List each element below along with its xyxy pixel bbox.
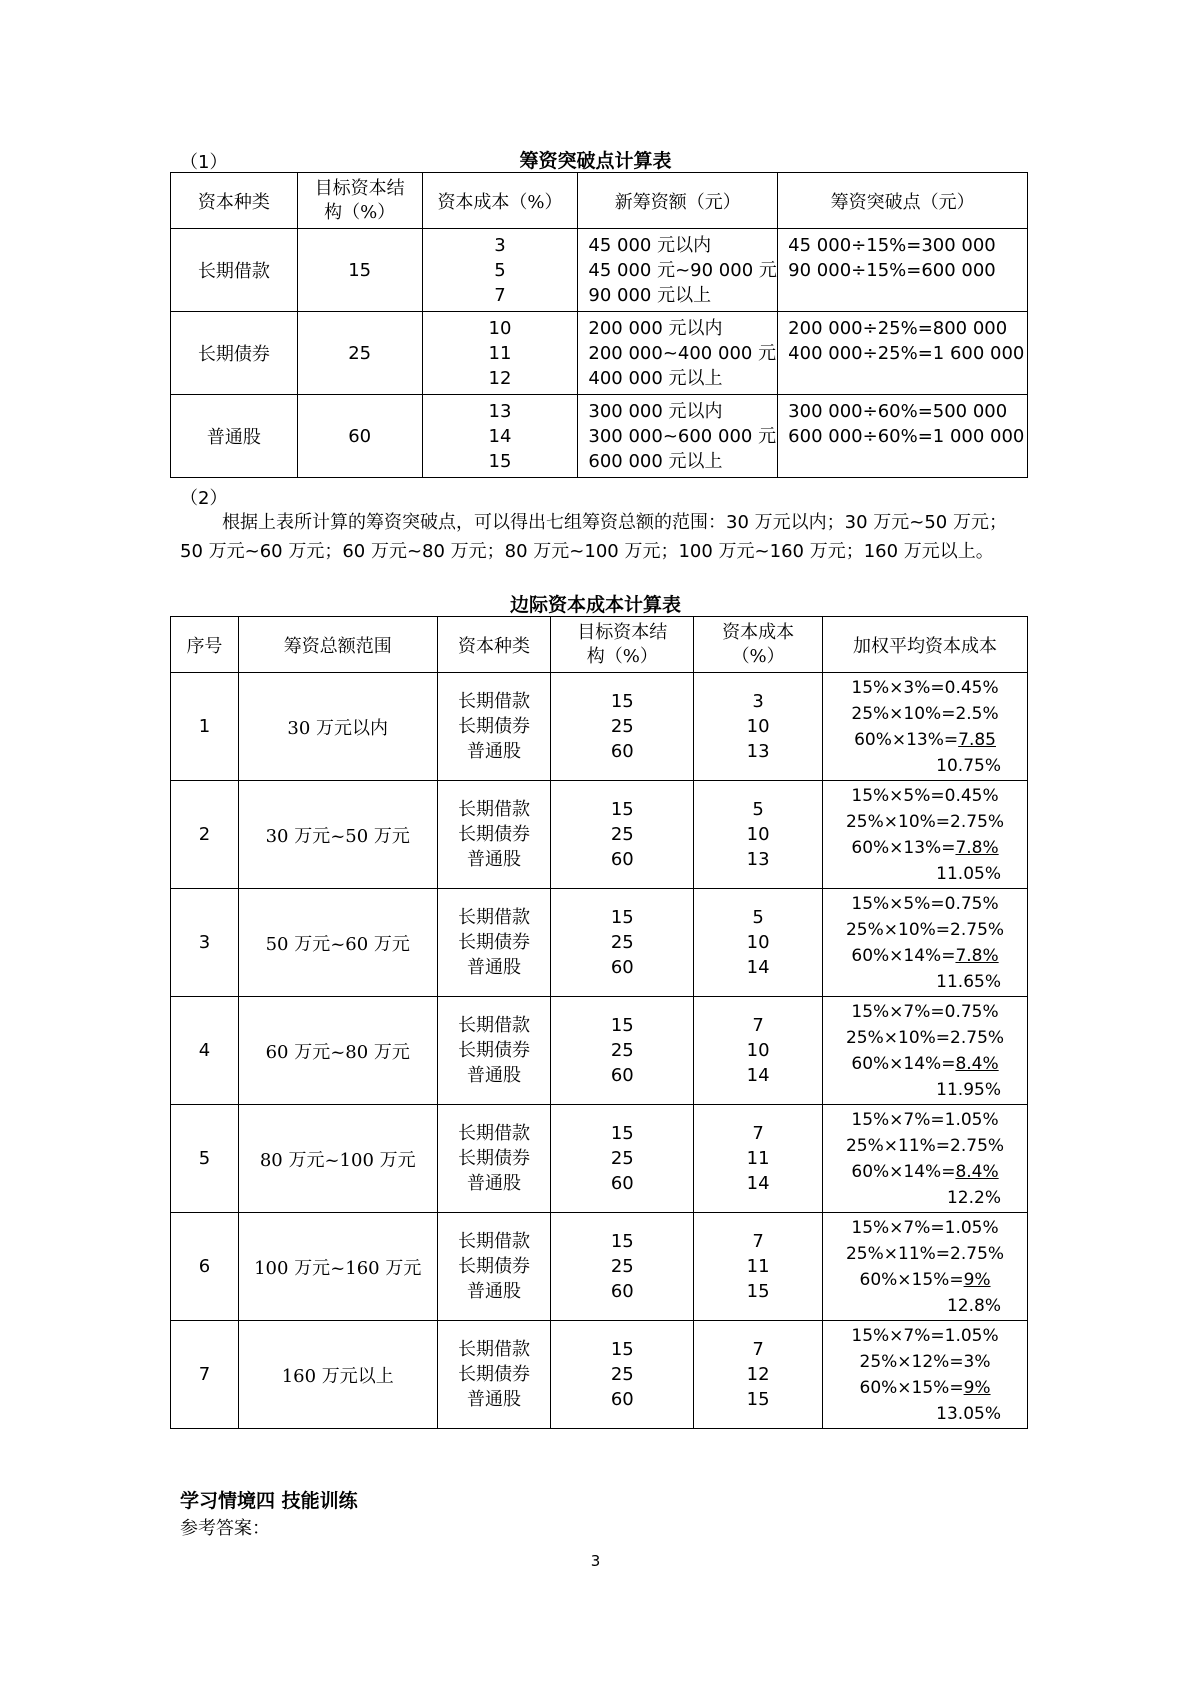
row-number: 1 (171, 673, 239, 781)
header-breakpoint: 筹资突破点（元） (778, 173, 1028, 229)
capital-type: 长期债券 (457, 716, 530, 737)
cost: 7 (752, 1231, 764, 1252)
table-row (171, 673, 1028, 781)
capital-type: 普通股 (466, 1065, 521, 1086)
cost: 14 (746, 1173, 770, 1194)
table-row (171, 1105, 1028, 1213)
structure: 25 (610, 1040, 634, 1061)
calc-underlined-value: 7.85 (958, 729, 996, 750)
type-list (437, 673, 551, 781)
table-row (171, 781, 1028, 889)
structure-list (551, 1321, 694, 1429)
cost: 11 (488, 342, 512, 364)
wacc-total: 12.8% (946, 1295, 1001, 1316)
calc-line (823, 943, 1027, 969)
calc-line: 60%×14%= (851, 1053, 956, 1074)
capital-type: 长期借款 (457, 691, 530, 712)
structure: 15 (610, 907, 634, 928)
calc-underlined-value: 8.4% (955, 1053, 999, 1074)
calc-line: 60%×14%= (851, 1161, 956, 1182)
cost: 13 (746, 741, 770, 762)
capital-type: 长期借款 (457, 1123, 530, 1144)
calc-line: 15%×7%=0.75% (851, 1001, 999, 1022)
capital-type: 长期借款 (171, 229, 298, 312)
wacc-calc (823, 997, 1028, 1105)
table-row (171, 312, 1028, 395)
row-number: 2 (171, 781, 239, 889)
capital-type: 普通股 (466, 741, 521, 762)
cost-list (694, 1321, 823, 1429)
page-number: 3 (590, 1552, 601, 1570)
wacc-calc (823, 673, 1028, 781)
section-heading: 学习情境四 技能训练 (180, 1490, 358, 1512)
cost: 10 (746, 932, 770, 953)
cost: 14 (746, 957, 770, 978)
structure-list (551, 997, 694, 1105)
cost-list (694, 889, 823, 997)
structure: 15 (297, 229, 422, 312)
calc-line: 25%×10%=2.75% (845, 919, 1005, 940)
range: 160 万元以上 (238, 1321, 437, 1429)
cost: 12 (488, 367, 512, 389)
calc-line: 25%×11%=2.75% (845, 1243, 1005, 1264)
calc-line: 15%×7%=1.05% (851, 1217, 999, 1238)
calc-underlined-value: 9% (963, 1377, 991, 1398)
type-list (437, 1213, 551, 1321)
range: 80 万元~100 万元 (238, 1105, 437, 1213)
cost: 11 (746, 1256, 770, 1277)
wacc-calc (823, 1321, 1028, 1429)
calc-line (823, 1375, 1027, 1401)
breakpoint: 400 000÷25%=1 600 000 (788, 343, 1025, 364)
calc-line: 25%×10%=2.75% (845, 1027, 1005, 1048)
cost: 14 (488, 425, 512, 447)
wacc-total: 13.05% (936, 1403, 1001, 1424)
structure: 60 (297, 395, 422, 478)
breakpoint-table (170, 172, 1028, 478)
marginal-cost-table (170, 616, 1028, 1429)
calc-line: 15%×3%=0.45% (851, 677, 999, 698)
header-new-amount: 新筹资额（元） (578, 173, 778, 229)
header-cost: 资本成本（%） (422, 173, 578, 229)
header-type: 资本种类 (171, 173, 298, 229)
calc-line: 15%×7%=1.05% (851, 1109, 999, 1130)
structure: 25 (610, 932, 634, 953)
cost-list (422, 312, 578, 395)
capital-type: 长期债券 (457, 1364, 530, 1385)
table2-title: 边际资本成本计算表 (509, 594, 681, 616)
range: 300 000~600 000 元 (588, 425, 777, 447)
structure-list (551, 1213, 694, 1321)
structure-list (551, 781, 694, 889)
calc-line: 25%×10%=2.75% (845, 811, 1005, 832)
calc-line: 15%×5%=0.45% (851, 785, 999, 806)
capital-type: 普通股 (466, 1173, 521, 1194)
cost: 3 (494, 234, 506, 256)
calc-underlined-value: 7.8% (955, 945, 999, 966)
range: 60 万元~80 万元 (238, 997, 437, 1105)
wacc-calc (823, 1105, 1028, 1213)
capital-type: 长期债券 (171, 312, 298, 395)
table-row (171, 1321, 1028, 1429)
cost: 10 (746, 716, 770, 737)
capital-type: 长期债券 (457, 1040, 530, 1061)
breakpoint-list (778, 395, 1028, 478)
type-list (437, 889, 551, 997)
structure: 25 (610, 1148, 634, 1169)
cost-list (694, 781, 823, 889)
cost: 10 (746, 1040, 770, 1061)
type-list (437, 1105, 551, 1213)
capital-type: 长期债券 (457, 824, 530, 845)
range: 45 000 元以内 (588, 234, 712, 256)
cost-list (694, 673, 823, 781)
cost-list (694, 997, 823, 1105)
capital-type: 普通股 (466, 957, 521, 978)
row-number: 6 (171, 1213, 239, 1321)
calc-line: 15%×5%=0.75% (851, 893, 999, 914)
wacc-total: 12.2% (946, 1187, 1001, 1208)
header-range: 筹资总额范围 (238, 617, 437, 673)
calc-line: 25%×12%=3% (859, 1351, 991, 1372)
wacc-calc (823, 781, 1028, 889)
cost: 5 (752, 799, 764, 820)
range-list (578, 312, 778, 395)
section1-label: （1） (180, 152, 228, 173)
range-list (578, 229, 778, 312)
structure: 60 (610, 1173, 634, 1194)
calc-underlined-value: 8.4% (955, 1161, 999, 1182)
header-wacc: 加权平均资本成本 (823, 617, 1028, 673)
breakpoint: 300 000÷60%=500 000 (788, 401, 1008, 422)
wacc-total: 11.05% (936, 863, 1001, 884)
capital-type: 长期借款 (457, 907, 530, 928)
calc-line: 60%×14%= (851, 945, 956, 966)
type-list (437, 781, 551, 889)
header-structure: 目标资本结 构（%） (297, 173, 422, 229)
breakpoint: 90 000÷15%=600 000 (788, 260, 996, 281)
capital-type: 普通股 (466, 849, 521, 870)
calc-line (823, 1159, 1027, 1185)
cost: 7 (752, 1123, 764, 1144)
cost: 15 (746, 1281, 770, 1302)
range: 30 万元以内 (238, 673, 437, 781)
calc-line: 60%×15%= (859, 1377, 964, 1398)
cost: 3 (752, 691, 764, 712)
structure: 25 (297, 312, 422, 395)
structure: 60 (610, 741, 634, 762)
calc-line: 25%×11%=2.75% (845, 1135, 1005, 1156)
row-number: 5 (171, 1105, 239, 1213)
range: 200 000 元以内 (588, 317, 723, 339)
structure: 15 (610, 1339, 634, 1360)
wacc-total: 10.75% (936, 755, 1001, 776)
header-no: 序号 (171, 617, 239, 673)
capital-type: 长期债券 (457, 1148, 530, 1169)
header-cost: 资本成本 （%） (694, 617, 823, 673)
table1-title: 筹资突破点计算表 (519, 150, 672, 172)
wacc-total: 11.65% (936, 971, 1001, 992)
structure: 25 (610, 1364, 634, 1385)
cost-list (694, 1105, 823, 1213)
header-type: 资本种类 (437, 617, 551, 673)
structure: 15 (610, 691, 634, 712)
breakpoint: 200 000÷25%=800 000 (788, 318, 1008, 339)
cost: 10 (488, 317, 512, 339)
type-list (437, 1321, 551, 1429)
range: 50 万元~60 万元 (238, 889, 437, 997)
structure: 25 (610, 716, 634, 737)
capital-type: 长期借款 (457, 799, 530, 820)
structure-list (551, 673, 694, 781)
capital-type: 普通股 (171, 395, 298, 478)
row-number: 7 (171, 1321, 239, 1429)
structure: 60 (610, 849, 634, 870)
type-list (437, 997, 551, 1105)
cost: 7 (752, 1339, 764, 1360)
wacc-total: 11.95% (936, 1079, 1001, 1100)
row-number: 4 (171, 997, 239, 1105)
structure: 15 (610, 1015, 634, 1036)
answer-label: 参考答案： (180, 1518, 270, 1539)
cost: 13 (488, 400, 512, 422)
range: 600 000 元以上 (588, 450, 723, 472)
structure-list (551, 1105, 694, 1213)
range: 100 万元~160 万元 (238, 1213, 437, 1321)
table-row (171, 1213, 1028, 1321)
calc-line: 60%×13%= (851, 837, 956, 858)
section2-label: （2） (180, 488, 228, 509)
cost-list (694, 1213, 823, 1321)
breakpoint-list (778, 229, 1028, 312)
calc-line (823, 727, 1027, 753)
header-structure: 目标资本结 构（%） (551, 617, 694, 673)
calc-line: 60%×15%= (859, 1269, 964, 1290)
cost: 5 (752, 907, 764, 928)
structure: 15 (610, 1231, 634, 1252)
structure: 60 (610, 957, 634, 978)
range: 45 000 元~90 000 元 (588, 259, 777, 281)
wacc-calc (823, 1213, 1028, 1321)
structure: 15 (610, 799, 634, 820)
cost-list (422, 229, 578, 312)
wacc-calc (823, 889, 1028, 997)
breakpoint: 600 000÷60%=1 000 000 (788, 426, 1025, 447)
capital-type: 长期借款 (457, 1231, 530, 1252)
calc-line (823, 1267, 1027, 1293)
structure: 60 (610, 1065, 634, 1086)
calc-line: 25%×10%=2.5% (851, 703, 999, 724)
range-paragraph: 根据上表所计算的筹资突破点，可以得出七组筹资总额的范围：30 万元以内；30 万元~50 万元；50 万元~60 万元；60 万元~80 万元；80 万元~100 万元；100 万元~160 万元；160 万元以上。 (180, 512, 1007, 562)
cost: 11 (746, 1148, 770, 1169)
cost: 5 (494, 259, 506, 281)
structure: 60 (610, 1281, 634, 1302)
cost: 10 (746, 824, 770, 845)
row-number: 3 (171, 889, 239, 997)
calc-line: 60%×13%= (854, 729, 959, 750)
breakpoint-list (778, 312, 1028, 395)
calc-line (823, 1051, 1027, 1077)
cost: 15 (746, 1389, 770, 1410)
cost-list (422, 395, 578, 478)
table-row (171, 997, 1028, 1105)
cost: 7 (752, 1015, 764, 1036)
capital-type: 普通股 (466, 1389, 521, 1410)
range: 300 000 元以内 (588, 400, 723, 422)
range: 90 000 元以上 (588, 284, 712, 306)
cost: 15 (488, 450, 512, 472)
table-row (171, 889, 1028, 997)
cost: 7 (494, 284, 506, 306)
cost: 12 (746, 1364, 770, 1385)
structure: 25 (610, 1256, 634, 1277)
structure: 15 (610, 1123, 634, 1144)
capital-type: 长期借款 (457, 1339, 530, 1360)
table-row (171, 395, 1028, 478)
cost: 13 (746, 849, 770, 870)
structure: 25 (610, 824, 634, 845)
capital-type: 长期债券 (457, 932, 530, 953)
structure-list (551, 889, 694, 997)
range: 200 000~400 000 元 (588, 342, 777, 364)
calc-line (823, 835, 1027, 861)
cost: 14 (746, 1065, 770, 1086)
range: 400 000 元以上 (588, 367, 723, 389)
calc-underlined-value: 7.8% (955, 837, 999, 858)
capital-type: 普通股 (466, 1281, 521, 1302)
table-row (171, 229, 1028, 312)
capital-type: 长期债券 (457, 1256, 530, 1277)
range: 30 万元~50 万元 (238, 781, 437, 889)
capital-type: 长期借款 (457, 1015, 530, 1036)
calc-underlined-value: 9% (963, 1269, 991, 1290)
range-list (578, 395, 778, 478)
structure: 60 (610, 1389, 634, 1410)
calc-line: 15%×7%=1.05% (851, 1325, 999, 1346)
breakpoint: 45 000÷15%=300 000 (788, 235, 996, 256)
